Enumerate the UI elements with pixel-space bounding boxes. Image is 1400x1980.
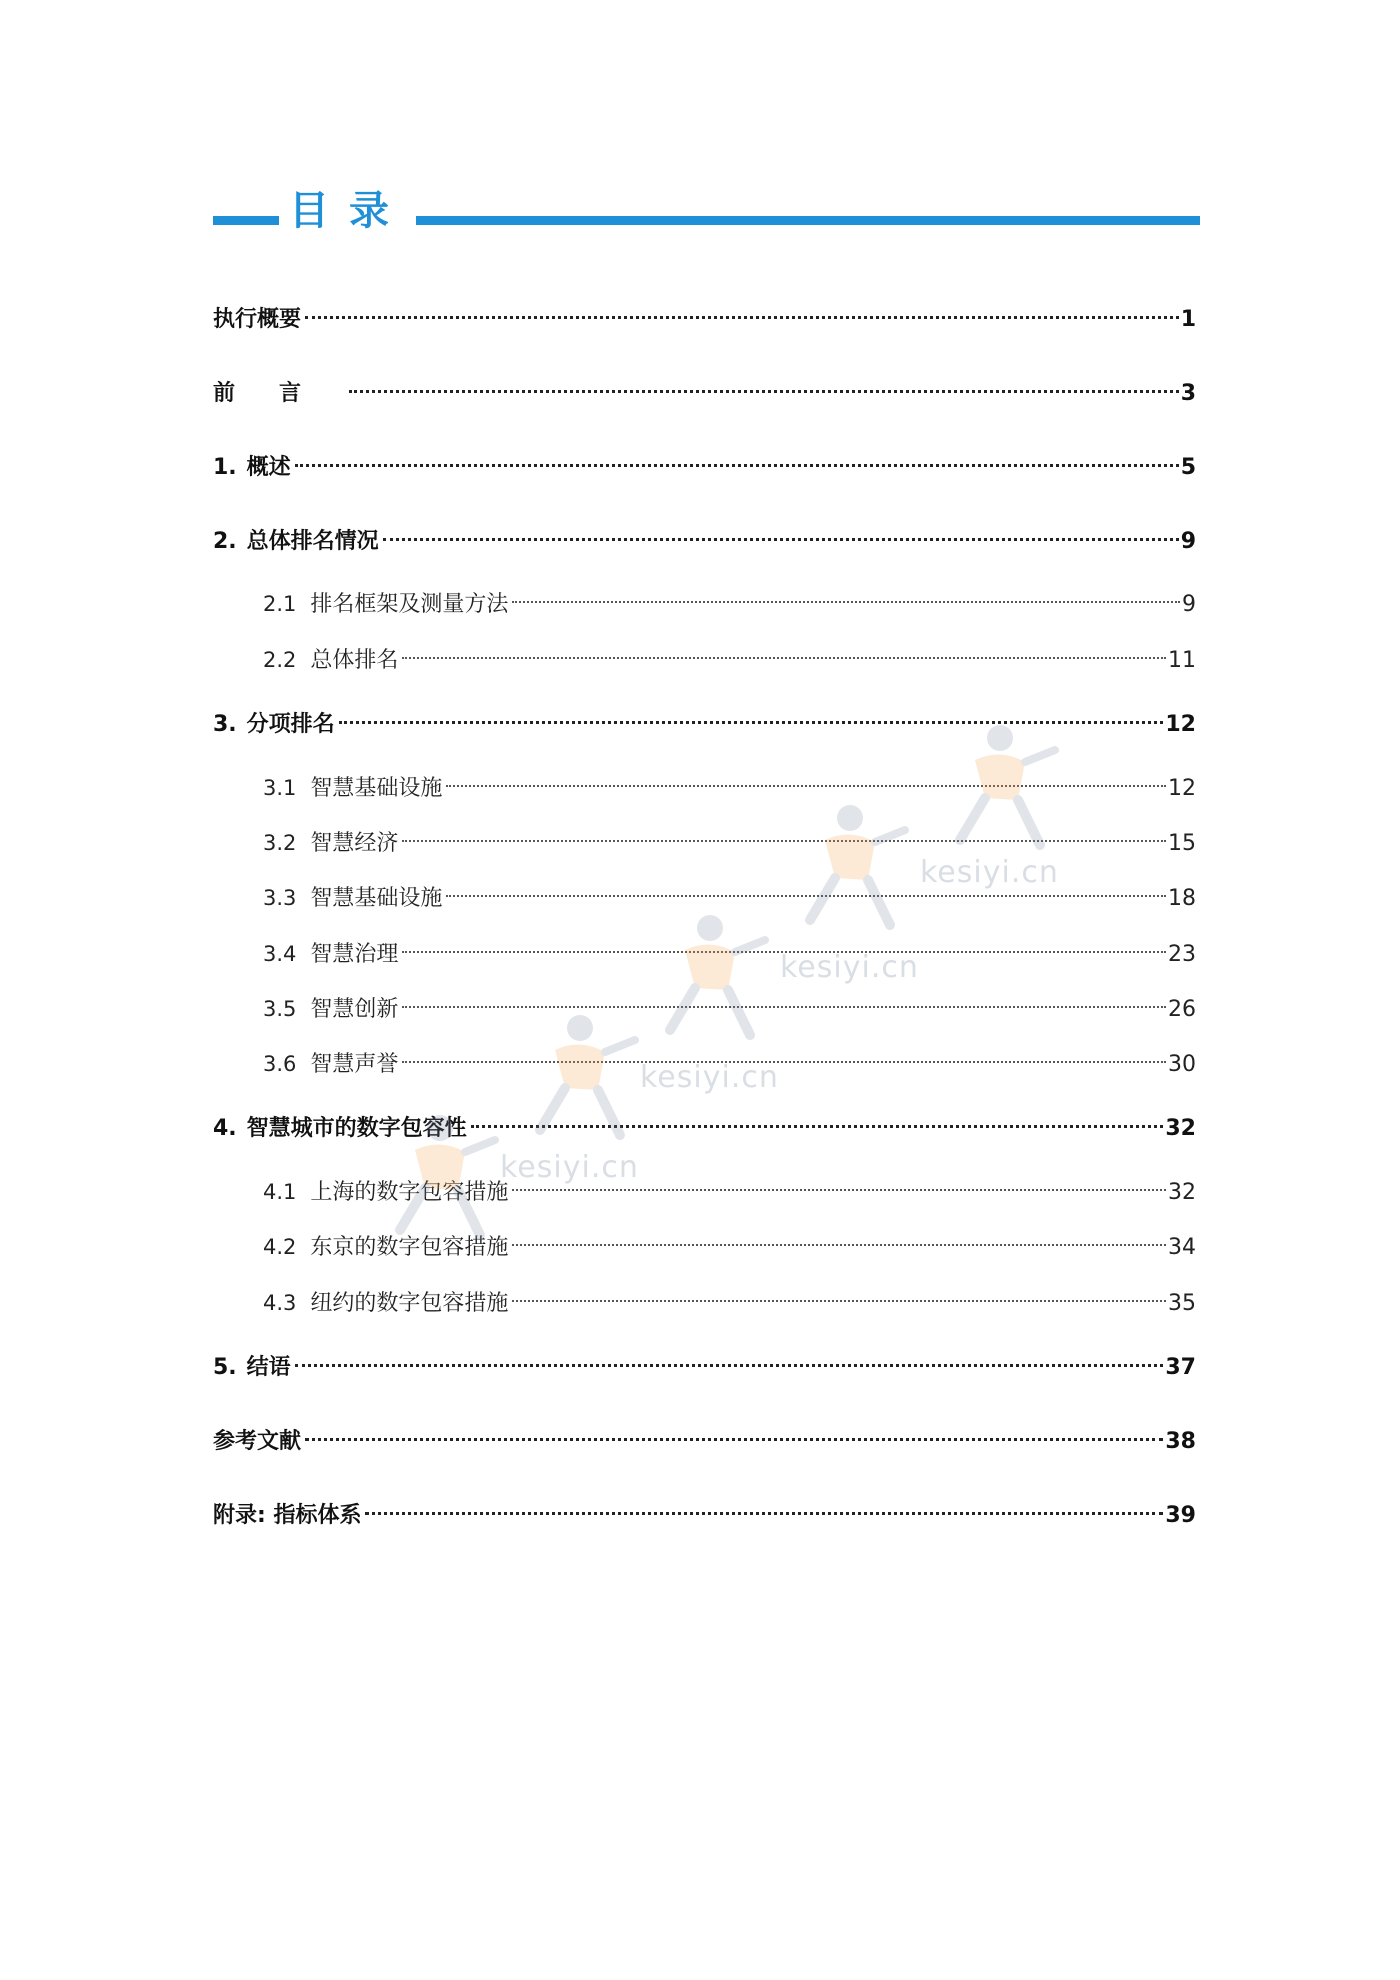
toc-entry-label: 总体排名情况 xyxy=(246,529,379,554)
toc-entry-label: 结语 xyxy=(246,1355,291,1380)
toc-entry[interactable] xyxy=(213,514,1196,554)
toc-dot-leader xyxy=(402,982,1166,1016)
toc-entry-number: 5. xyxy=(213,1355,237,1380)
toc-entry[interactable] xyxy=(213,366,1196,406)
toc-entry-number: 3.5 xyxy=(263,997,297,1021)
watermark-text: kesiyi.cn xyxy=(640,1060,779,1095)
toc-entry-number: 1. xyxy=(213,455,237,480)
toc-entry-label: 执行概要 xyxy=(213,307,302,332)
toc-entry-label: 分项排名 xyxy=(246,712,335,737)
toc-page-number: 30 xyxy=(1168,1052,1196,1077)
toc-page-number: 32 xyxy=(1165,1116,1196,1141)
toc-entry-number: 4.1 xyxy=(263,1180,297,1204)
toc-page-number: 12 xyxy=(1165,712,1196,737)
toc-page-number: 12 xyxy=(1168,776,1196,801)
toc-entry-number: 4.3 xyxy=(263,1291,297,1315)
toc-dot-leader xyxy=(402,633,1166,667)
toc-entry-label: 智慧基础设施 xyxy=(310,886,443,911)
watermark-text: kesiyi.cn xyxy=(500,1150,639,1185)
toc-entry-label: 概述 xyxy=(246,455,291,480)
toc-page-number: 34 xyxy=(1168,1235,1196,1260)
toc-dot-leader xyxy=(512,1220,1166,1254)
toc-entry-label: 智慧经济 xyxy=(310,831,399,856)
table-of-contents xyxy=(213,0,1196,1980)
toc-page-number: 5 xyxy=(1180,455,1196,480)
toc-entry-label: 纽约的数字包容措施 xyxy=(310,1291,509,1316)
toc-entry-label: 前言 xyxy=(213,381,346,406)
toc-entry-label: 智慧声誉 xyxy=(310,1052,399,1077)
toc-page-number: 37 xyxy=(1165,1355,1196,1380)
toc-dot-leader xyxy=(295,1340,1164,1374)
toc-entry-number: 4.2 xyxy=(263,1235,297,1259)
toc-dot-leader xyxy=(402,927,1166,961)
toc-page-number: 9 xyxy=(1182,592,1196,617)
toc-subentry[interactable] xyxy=(213,1037,1196,1077)
toc-entry[interactable] xyxy=(213,697,1196,737)
toc-entry-number: 2.1 xyxy=(263,592,297,616)
toc-entry-label: 智慧创新 xyxy=(310,997,399,1022)
toc-dot-leader xyxy=(512,1276,1166,1310)
toc-dot-leader xyxy=(471,1101,1164,1135)
toc-page-number: 23 xyxy=(1168,942,1196,967)
toc-entry[interactable] xyxy=(213,1488,1196,1528)
toc-dot-leader xyxy=(512,1165,1166,1199)
toc-subentry[interactable] xyxy=(213,633,1196,673)
toc-entry-number: 2.2 xyxy=(263,648,297,672)
toc-entry-number: 4. xyxy=(213,1116,237,1141)
toc-entry[interactable] xyxy=(213,1414,1196,1454)
toc-entry-label: 附录: 指标体系 xyxy=(213,1503,362,1528)
toc-entry-number: 3.6 xyxy=(263,1052,297,1076)
toc-page-number: 38 xyxy=(1165,1429,1196,1454)
toc-entry-label: 智慧城市的数字包容性 xyxy=(246,1116,467,1141)
toc-title: 目录 xyxy=(289,188,409,234)
toc-subentry[interactable] xyxy=(213,1165,1196,1205)
watermark-text: kesiyi.cn xyxy=(920,855,1059,890)
toc-entry-label: 参考文献 xyxy=(213,1429,302,1454)
toc-entry[interactable] xyxy=(213,1340,1196,1380)
toc-dot-leader xyxy=(305,292,1179,326)
toc-dot-leader xyxy=(295,440,1179,474)
toc-subentry[interactable] xyxy=(213,761,1196,801)
toc-dot-leader xyxy=(383,514,1179,548)
toc-page-number: 11 xyxy=(1168,648,1196,673)
toc-dot-leader xyxy=(402,1037,1166,1071)
toc-entry-label: 智慧基础设施 xyxy=(310,776,443,801)
toc-entry-label: 上海的数字包容措施 xyxy=(310,1180,509,1205)
toc-subentry[interactable] xyxy=(213,1220,1196,1260)
toc-page-number: 35 xyxy=(1168,1291,1196,1316)
toc-page-number: 1 xyxy=(1180,307,1196,332)
toc-entry[interactable] xyxy=(213,1101,1196,1141)
toc-dot-leader xyxy=(305,1414,1163,1448)
toc-entry[interactable] xyxy=(213,292,1196,332)
toc-dot-leader xyxy=(365,1488,1163,1522)
toc-dot-leader xyxy=(446,761,1166,795)
toc-page-number: 32 xyxy=(1168,1180,1196,1205)
toc-entry-number: 3.3 xyxy=(263,886,297,910)
toc-entry[interactable] xyxy=(213,440,1196,480)
toc-subentry[interactable] xyxy=(213,871,1196,911)
toc-dot-leader xyxy=(339,697,1164,731)
watermark-text: kesiyi.cn xyxy=(780,950,919,985)
toc-subentry[interactable] xyxy=(213,577,1196,617)
toc-page-number: 18 xyxy=(1168,886,1196,911)
toc-entry-label: 东京的数字包容措施 xyxy=(310,1235,509,1260)
toc-entry-label: 智慧治理 xyxy=(310,942,399,967)
toc-page-number: 26 xyxy=(1168,997,1196,1022)
toc-entry-number: 3.2 xyxy=(263,831,297,855)
toc-dot-leader xyxy=(446,871,1166,905)
toc-page-number: 15 xyxy=(1168,831,1196,856)
toc-page-number: 39 xyxy=(1165,1503,1196,1528)
toc-dot-leader xyxy=(402,816,1166,850)
toc-dot-leader xyxy=(349,366,1179,400)
toc-subentry[interactable] xyxy=(213,816,1196,856)
toc-entry-number: 3.4 xyxy=(263,942,297,966)
toc-subentry[interactable] xyxy=(213,982,1196,1022)
toc-entry-number: 3.1 xyxy=(263,776,297,800)
toc-subentry[interactable] xyxy=(213,1276,1196,1316)
toc-page-number: 9 xyxy=(1180,529,1196,554)
toc-page-number: 3 xyxy=(1180,381,1196,406)
toc-entry-number: 3. xyxy=(213,712,237,737)
toc-dot-leader xyxy=(512,577,1180,611)
toc-entry-number: 2. xyxy=(213,529,237,554)
toc-entry-label: 排名框架及测量方法 xyxy=(310,592,509,617)
toc-subentry[interactable] xyxy=(213,927,1196,967)
toc-entry-label: 总体排名 xyxy=(310,648,399,673)
